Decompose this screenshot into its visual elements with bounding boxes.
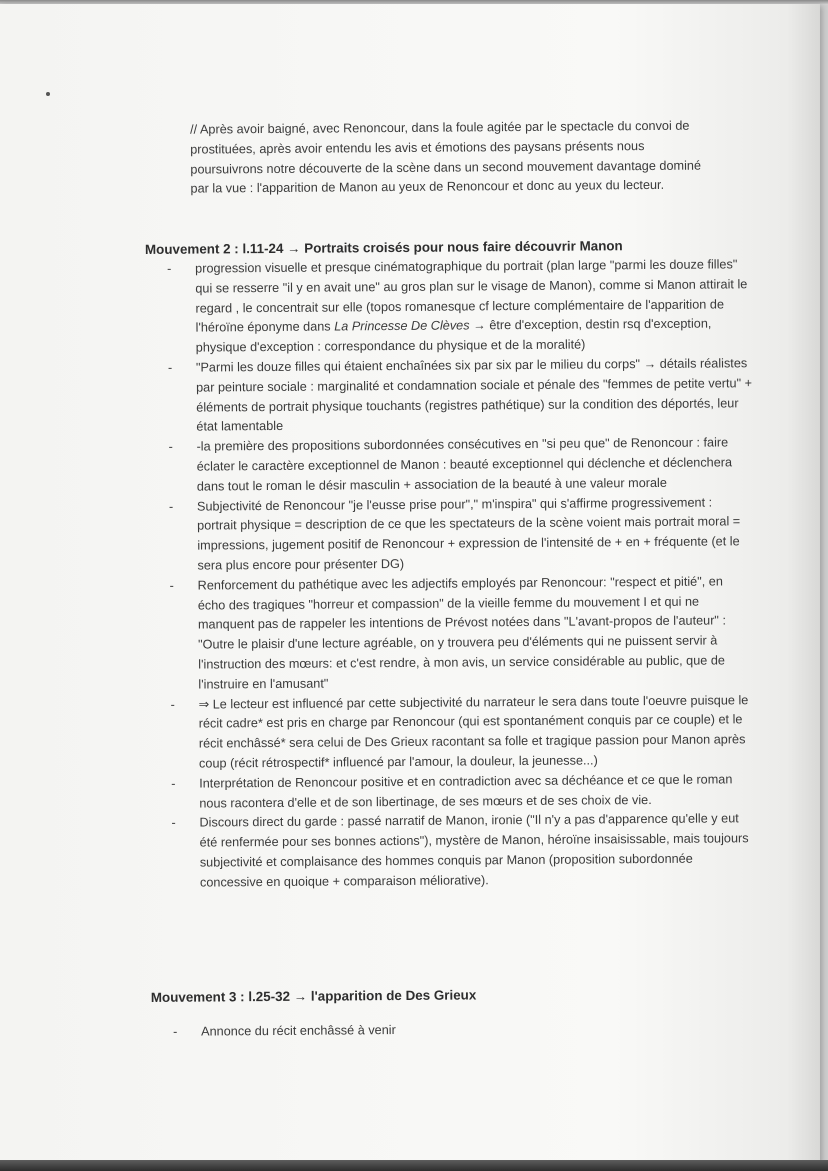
list-item: - Renforcement du pathétique avec les adjectifs employés par Renoncour: "respect et pitié", en écho des tragiques "horreur et compassion" de la vieille femme du mouvement I et qui ne manquent pas de rappeler les intentions de Prévost notées dans "L'avant-propos de l'auteur" : "Outre le plaisir d'une lecture agréable, on y trouvera peu d'éléments qui ne puissent servir à l'instruction des mœurs: et c'est rendre, à mon avis, un service considérable au public, que de l'instruire en l'amusant" xyxy=(170,572,755,695)
list-item: - progression visuelle et presque cinématographique du portrait (plan large "parmi les douze filles" qui se resserre "il y en avait une" au gros plan sur le visage de Manon), comme si Manon attirait le regard , le concentrait sur elle (topos romanesque cf lecture complémentaire de l'apparition de l'héroïne éponyme dans La Princesse De Clèves → être d'exception, destin rsq d'exception, physique d'exception : correspondance du physique et de la moralité) xyxy=(167,255,752,359)
paper-sheet xyxy=(0,4,820,1162)
list-item: - ⇒ Le lecteur est influencé par cette subjectivité du narrateur le sera dans toute l'oeuvre puisque le récit cadre* est pris en charge par Renoncour (qui est spontanément conquis par ce couple) et le récit enchâssé* sera celui de Des Grieux racontant sa folle et tragique passion pour Manon après coup (récit rétrospectif* influencé par l'amour, la douleur, la jeunesse...) xyxy=(170,691,755,775)
movement-3-list xyxy=(173,1018,757,1042)
list-item: - Annonce du récit enchâssé à venir xyxy=(173,1018,757,1042)
list-item: - "Parmi les douze filles qui étaient enchaînées six par six par le milieu du corps" → détails réalistes par peinture sociale : marginalité et condamnation sociale et pénale des "femmes de petite vertu" + éléments de portrait physique touchants (registres pathétique) sur la condition des déportés, leur état lamentable xyxy=(168,354,753,438)
page-bottom-edge xyxy=(0,1160,828,1171)
list-item: - Interprétation de Renoncour positive et en contradiction avec sa déchéance et ce que le roman nous racontera d'elle et de son libertinage, de ses mœurs et de ses choix de vie. xyxy=(171,770,755,814)
movement-2-heading: Mouvement 2 : l.11-24 → Portraits croisés pour nous faire découvrir Manon xyxy=(144,238,623,257)
book-title: La Princesse De Clèves xyxy=(334,318,470,334)
movement-3-heading: Mouvement 3 : l.25-32 → l'apparition de Des Grieux xyxy=(150,987,477,1005)
list-item: - -la première des propositions subordonnées consécutives en "si peu que" de Renoncour : faire éclater le caractère exceptionnel de Manon : beauté exceptionnel qui déclenche et déclenchera dans tout le roman le désir masculin + association de la beauté à une valeur morale xyxy=(168,433,752,497)
intro-paragraph: // Après avoir baigné, avec Renoncour, dans la foule agitée par le spectacle du convoi de prostituées, après avoir entendu les avis et émotions des paysans présents nous poursuivrons notre découverte de la scène dans un second mouvement davantage dominé par la vue : l'apparition de Manon au yeux de Renoncour et donc au yeux du lecteur. xyxy=(189,118,702,196)
punch-hole-mark xyxy=(46,92,50,96)
movement-2-list xyxy=(167,255,756,893)
list-item: - Discours direct du garde : passé narratif de Manon, ironie ("Il n'y a pas d'apparence qu'elle y eut été renfermée pour ses bonnes actions"), mystère de Manon, héroïne insaisissable, mais toujours subjectivité et complaisance des hommes conquis par Manon (proposition subordonnée concessive en quoique + comparaison méliorative). xyxy=(171,810,756,894)
list-item: - Subjectivité de Renoncour "je l'eusse prise pour"," m'inspira" qui s'affirme progressivement : portrait physique = description de ce que les spectateurs de la scène voient mais portrait moral = impressions, jugement positif de Renoncour + expression de l'intensité de + en + fréquente (et le sera plus encore pour présenter DG) xyxy=(169,493,754,577)
